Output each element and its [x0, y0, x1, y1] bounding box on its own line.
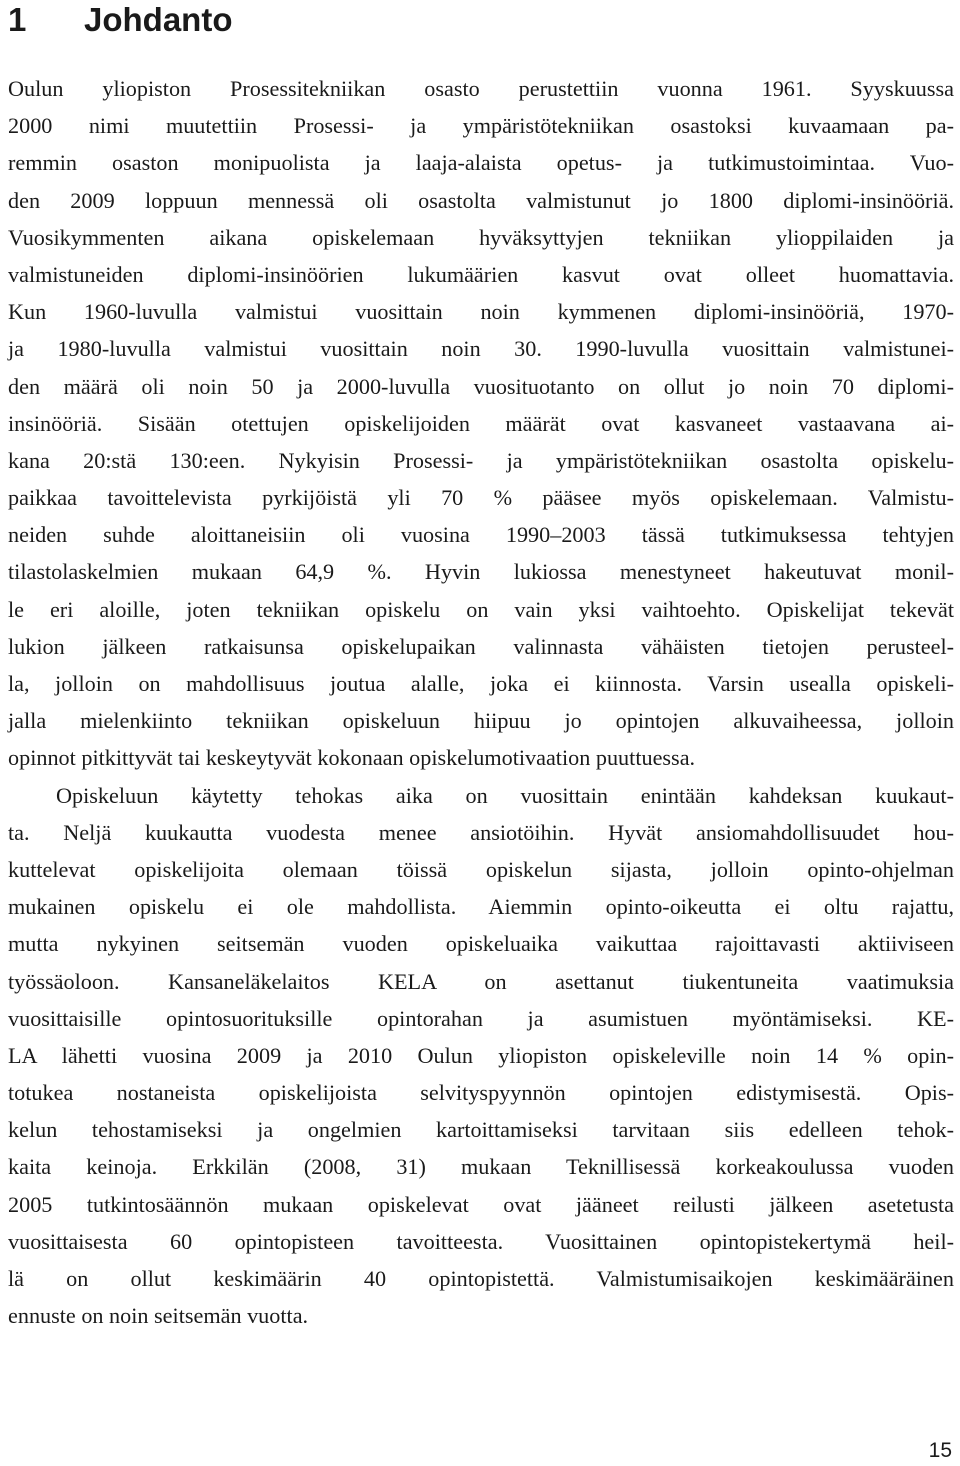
text-line: Vuosikymmenten aikana opiskelemaan hyväksyttyjen tekniikan ylioppilaiden ja [8, 224, 954, 250]
text-line: ta. Neljä kuukautta vuodesta menee ansiotöihin. Hyvät ansiomahdollisuudet hou- [8, 819, 954, 845]
text-line: vuosittaisesta 60 opintopisteen tavoitteesta. Vuosittainen opintopistekertymä heil- [8, 1228, 954, 1254]
text-line: vuosittaisille opintosuorituksille opintorahan ja asumistuen myöntämiseksi. KE- [8, 1005, 954, 1031]
body-text [8, 70, 954, 1334]
text-line: 2005 tutkintosäännön mukaan opiskelevat ovat jääneet reilusti jälkeen asetetusta [8, 1191, 954, 1217]
text-line: jalla mielenkiinto tekniikan opiskeluun hiipuu jo opintojen alkuvaiheessa, jolloin [8, 708, 954, 734]
text-line: opinnot pitkittyvät tai keskeytyvät kokonaan opiskelumotivaation puuttuessa. [8, 745, 696, 771]
text-line: insinööriä. Sisään otettujen opiskelijoiden määrät ovat kasvaneet vastaavana ai- [8, 410, 954, 436]
text-line: työssäoloon. Kansaneläkelaitos KELA on asettanut tiukentuneita vaatimuksia [8, 968, 954, 994]
text-line: Opiskeluun käytetty tehokas aika on vuosittain enintään kahdeksan kuukaut- [56, 782, 954, 808]
text-line: le eri aloille, joten tekniikan opiskelu on vain yksi vaihtoehto. Opiskelijat tekevät [8, 596, 954, 622]
text-line: kelun tehostamiseksi ja ongelmien kartoittamiseksi tarvitaan siis edelleen tehok- [8, 1117, 954, 1143]
section-title: Johdanto [84, 1, 233, 38]
text-line: lä on ollut keskimäärin 40 opintopistettä. Valmistumisaikojen keskimääräinen [8, 1266, 954, 1291]
text-line: Kun 1960-luvulla valmistui vuosittain noin kymmenen diplomi-insinööriä, 1970- [8, 299, 954, 325]
text-line: remmin osaston monipuolista ja laaja-alaista opetus- ja tutkimustoimintaa. Vuo- [8, 150, 954, 176]
text-line: valmistuneiden diplomi-insinöörien lukumäärien kasvut ovat olleet huomattavia. [8, 261, 954, 287]
text-line: kaita keinoja. Erkkilän (2008, 31) mukaan Teknillisessä korkeakoulussa vuoden [8, 1154, 954, 1180]
text-line: totukea nostaneista opiskelijoista selvityspyynnön opintojen edistymisestä. Opis- [8, 1080, 954, 1106]
paragraph-2 [8, 777, 954, 1335]
text-line: den 2009 loppuun mennessä oli osastolta valmistunut jo 1800 diplomi-insinööriä. [8, 187, 954, 213]
text-line: mutta nykyinen seitsemän vuoden opiskeluaika vaikuttaa rajoittavasti aktiiviseen [8, 931, 954, 957]
page-number: 15 [928, 1439, 952, 1462]
section-heading [8, 0, 232, 40]
text-line: ja 1980-luvulla valmistui vuosittain noin 30. 1990-luvulla vuosittain valmistunei- [8, 336, 954, 362]
text-line: Oulun yliopiston Prosessitekniikan osasto perustettiin vuonna 1961. Syyskuussa [8, 76, 954, 101]
section-number: 1 [8, 1, 27, 38]
text-line: LA lähetti vuosina 2009 ja 2010 Oulun yliopiston opiskeleville noin 14 % opin- [8, 1042, 954, 1068]
paragraph-1 [8, 70, 954, 777]
text-line: ennuste on noin seitsemän vuotta. [8, 1303, 309, 1329]
text-line: 2000 nimi muutettiin Prosessi- ja ympäristötekniikan osastoksi kuvaamaan pa- [8, 113, 954, 139]
text-line: mukainen opiskelu ei ole mahdollista. Aiemmin opinto-oikeutta ei oltu rajattu, [8, 894, 954, 920]
text-line: den määrä oli noin 50 ja 2000-luvulla vuosituotanto on ollut jo noin 70 diplomi- [8, 373, 954, 399]
text-line: lukion jälkeen ratkaisunsa opiskelupaikan valinnasta vähäisten tietojen perusteel- [8, 633, 954, 659]
text-line: paikkaa tavoittelevista pyrkijöistä yli 70 % pääsee myös opiskelemaan. Valmistu- [8, 485, 954, 511]
text-line: la, jolloin on mahdollisuus joutua alalle, joka ei kiinnosta. Varsin usealla opiskeli- [8, 671, 954, 696]
text-line: tilastolaskelmien mukaan 64,9 %. Hyvin lukiossa menestyneet hakeutuvat monil- [8, 559, 954, 585]
text-line: neiden suhde aloittaneisiin oli vuosina 1990–2003 tässä tutkimuksessa tehtyjen [8, 522, 954, 548]
text-line: kana 20:stä 130:een. Nykyisin Prosessi- ja ympäristötekniikan osastolta opiskelu- [8, 447, 954, 473]
text-line: kuttelevat opiskelijoita olemaan töissä opiskelun sijasta, jolloin opinto-ohjelman [8, 856, 954, 882]
